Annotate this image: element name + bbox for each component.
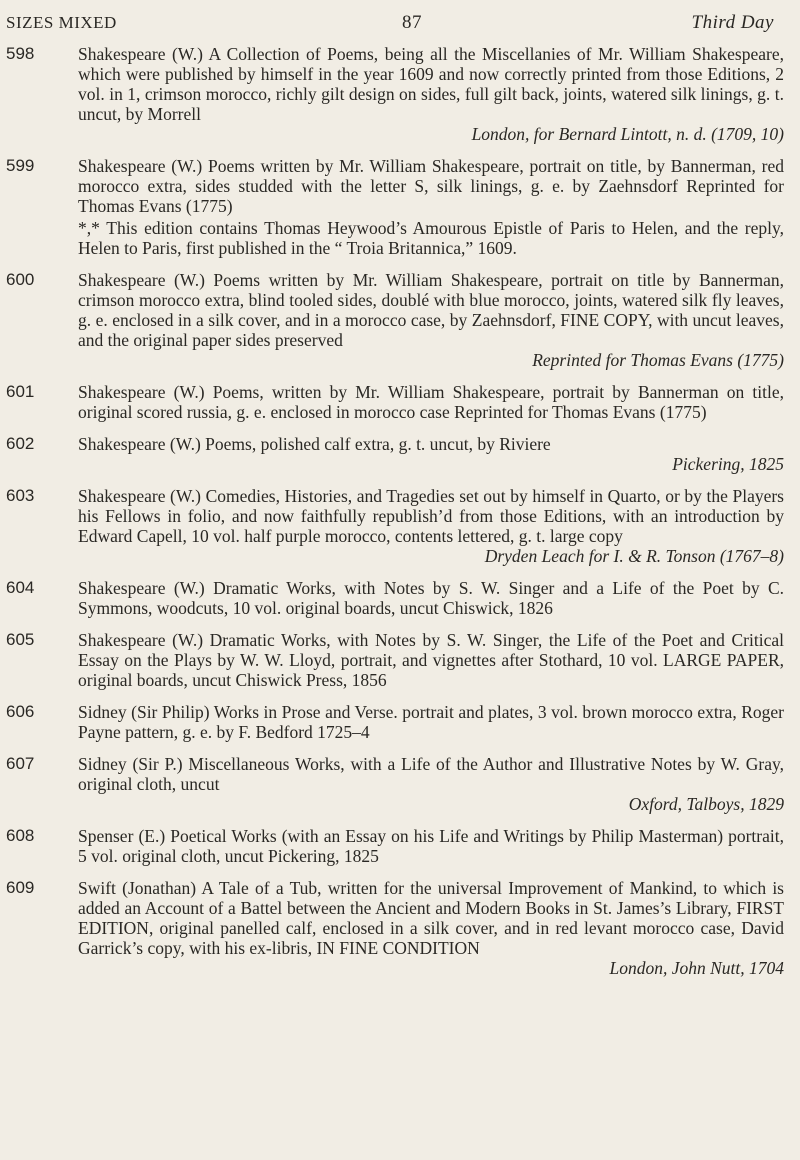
lot-entry <box>0 878 800 978</box>
lot-entry <box>0 434 800 474</box>
lot-entry <box>0 630 800 690</box>
lot-entry <box>0 754 800 814</box>
lot-description: Shakespeare (W.) Poems, written by Mr. William Shakespeare, portrait by Bannerman on title, original scored russia, g. e. enclosed in morocco case Reprinted for Thomas Evans (1775) <box>78 382 784 422</box>
lot-number: 598 <box>6 44 35 63</box>
lot-entry <box>0 702 800 742</box>
lot-number: 609 <box>6 878 35 897</box>
lot-number: 600 <box>6 270 35 289</box>
sale-day: Third Day <box>691 12 774 33</box>
lot-entry <box>0 578 800 618</box>
lot-imprint: Pickering, 1825 <box>672 454 784 474</box>
lot-description: Spenser (E.) Poetical Works (with an Essay on his Life and Writings by Philip Masterman) portrait, 5 vol. original cloth, uncut Pickering, 1825 <box>78 826 784 866</box>
lot-description: Shakespeare (W.) Poems, polished calf extra, g. t. uncut, by Riviere <box>78 434 551 454</box>
lot-description: Shakespeare (W.) Poems written by Mr. William Shakespeare, portrait on title by Bannerman, crimson morocco extra, blind tooled sides, doublé with blue morocco, joints, watered silk fly leaves, g. e. enclosed in a silk cover, and in a morocco case, by Zaehnsdorf, FINE COPY, with uncut leaves, and the original paper sides preserved <box>78 270 784 350</box>
running-header <box>6 12 774 34</box>
lot-number: 599 <box>6 156 35 175</box>
lot-entry <box>0 486 800 566</box>
lot-number: 606 <box>6 702 35 721</box>
lot-imprint: London, for Bernard Lintott, n. d. (1709, 10) <box>471 124 784 144</box>
lot-note: *,* This edition contains Thomas Heywood’s Amourous Epistle of Paris to Helen, and the reply, Helen to Paris, first published in the “ Troia Britannica,” 1609. <box>78 218 784 258</box>
lot-number: 601 <box>6 382 35 401</box>
lot-entry <box>0 826 800 866</box>
lot-description: Swift (Jonathan) A Tale of a Tub, written for the universal Improvement of Mankind, to which is added an Account of a Battel between the Ancient and Modern Books in St. James’s Library, FIRST EDITION, original panelled calf, enclosed in a silk cover, and in red levant morocco case, David Garrick’s copy, with his ex-libris, IN FINE CONDITION <box>78 878 784 958</box>
lot-entry <box>0 156 800 258</box>
lot-imprint: Reprinted for Thomas Evans (1775) <box>532 350 784 370</box>
lot-description: Sidney (Sir Philip) Works in Prose and Verse. portrait and plates, 3 vol. brown morocco extra, Roger Payne pattern, g. e. by F. Bedford 1725–4 <box>78 702 784 742</box>
lot-number: 607 <box>6 754 35 773</box>
lot-number: 602 <box>6 434 35 453</box>
lot-description: Shakespeare (W.) Comedies, Histories, and Tragedies set out by himself in Quarto, or by the Players his Fellows in folio, and now faithfully republish’d from those Editions, with an introduction by Edward Capell, 10 vol. half purple morocco, contents lettered, g. t. large copy <box>78 486 784 546</box>
lot-entry <box>0 382 800 422</box>
lot-number: 605 <box>6 630 35 649</box>
lot-description: Shakespeare (W.) A Collection of Poems, being all the Miscellanies of Mr. William Shakespeare, which were published by himself in the year 1609 and now correctly printed from those Editions, 2 vol. in 1, crimson morocco, richly gilt design on sides, full gilt back, joints, watered silk linings, g. t. uncut, by Morrell <box>78 44 784 124</box>
lot-number: 603 <box>6 486 35 505</box>
lot-imprint: Dryden Leach for I. & R. Tonson (1767–8) <box>484 546 784 566</box>
lot-description: Sidney (Sir P.) Miscellaneous Works, with a Life of the Author and Illustrative Notes by W. Gray, original cloth, uncut <box>78 754 784 794</box>
lot-number: 604 <box>6 578 35 597</box>
lot-description: Shakespeare (W.) Dramatic Works, with Notes by S. W. Singer and a Life of the Poet by C. Symmons, woodcuts, 10 vol. original boards, uncut Chiswick, 1826 <box>78 578 784 618</box>
page-number: 87 <box>402 12 422 33</box>
lot-list <box>0 44 800 990</box>
section-title: SIZES MIXED <box>6 13 117 32</box>
lot-description: Shakespeare (W.) Dramatic Works, with Notes by S. W. Singer, the Life of the Poet and Critical Essay on the Plays by W. W. Lloyd, portrait, and vignettes after Stothard, 10 vol. LARGE PAPER, original boards, uncut Chiswick Press, 1856 <box>78 630 784 690</box>
lot-imprint: London, John Nutt, 1704 <box>609 958 784 978</box>
lot-number: 608 <box>6 826 35 845</box>
lot-imprint: Oxford, Talboys, 1829 <box>628 794 784 814</box>
lot-description: Shakespeare (W.) Poems written by Mr. William Shakespeare, portrait on title, by Bannerman, red morocco extra, sides studded with the letter S, silk linings, g. e. by Zaehnsdorf Reprinted for Thomas Evans (1775) <box>78 156 784 216</box>
lot-entry <box>0 44 800 144</box>
lot-entry <box>0 270 800 370</box>
